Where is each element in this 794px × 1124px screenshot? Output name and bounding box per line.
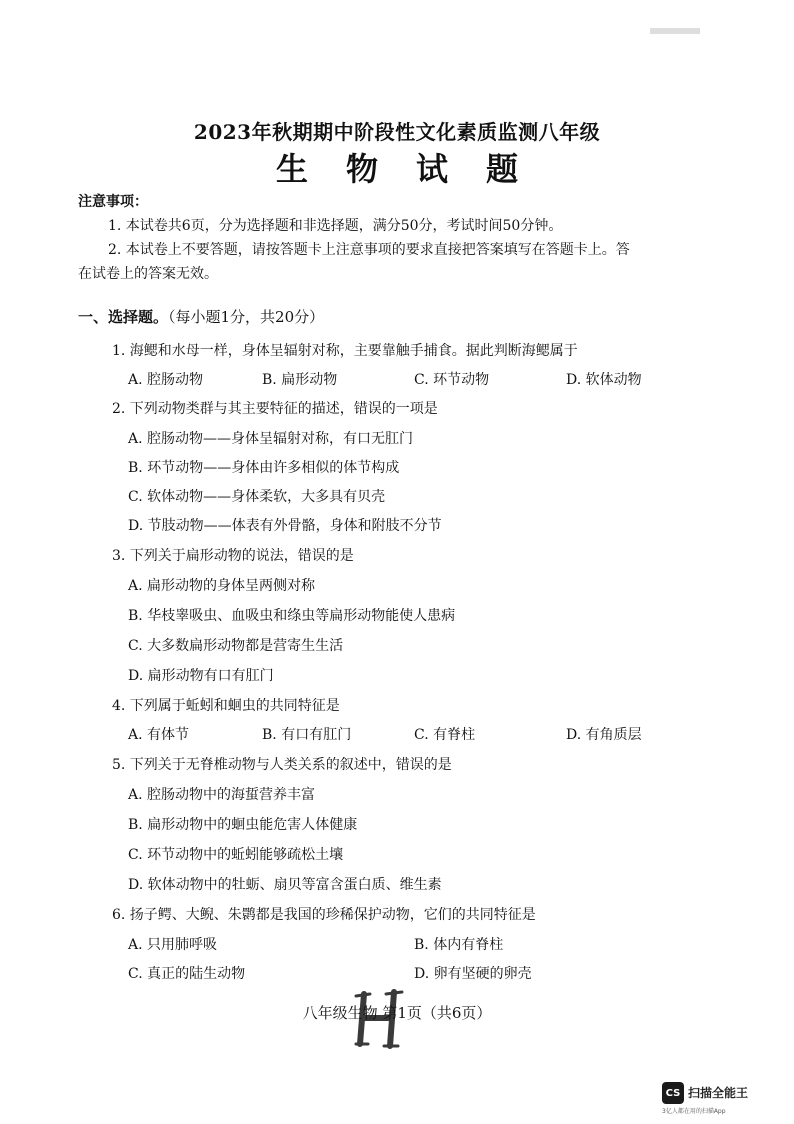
q1-option-d: D. 软体动物: [566, 372, 642, 388]
instruction-2: 2. 本试卷上不要答题，请按答题卡上注意事项的要求直接把答案填写在答题卡上。答: [108, 242, 630, 258]
q4-option-d: D. 有角质层: [566, 727, 642, 743]
section-heading: [78, 306, 324, 327]
question-5: 5. 下列关于无脊椎动物与人类关系的叙述中，错误的是: [112, 757, 452, 773]
watermark-tagline: 3亿人都在用的扫描App: [662, 1108, 726, 1115]
q6-option-c: C. 真正的陆生动物: [128, 966, 246, 982]
watermark-name: 扫描全能王: [688, 1086, 749, 1100]
question-3: 3. 下列关于扁形动物的说法，错误的是: [112, 548, 354, 564]
question-2: 2. 下列动物类群与其主要特征的描述，错误的一项是: [112, 401, 438, 417]
camscanner-logo-icon: CS: [662, 1082, 684, 1104]
q5-option-b: B. 扁形动物中的蛔虫能危害人体健康: [128, 817, 358, 833]
q5-option-c: C. 环节动物中的蚯蚓能够疏松土壤: [128, 847, 344, 863]
q5-option-d: D. 软体动物中的牡蛎、扇贝等富含蛋白质、维生素: [128, 877, 442, 893]
q3-option-d: D. 扁形动物有口有肛门: [128, 668, 274, 684]
scan-smudge: [650, 28, 700, 34]
q4-option-a: A. 有体节: [128, 727, 190, 743]
q4-option-b: B. 有口有肛门: [262, 727, 352, 743]
question-6: 6. 扬子鳄、大鲵、朱鹮都是我国的珍稀保护动物，它们的共同特征是: [112, 907, 536, 923]
instruction-2-cont: 在试卷上的答案无效。: [78, 266, 218, 282]
q3-option-c: C. 大多数扁形动物都是营寄生生活: [128, 638, 344, 654]
q2-option-a: A. 腔肠动物——身体呈辐射对称，有口无肛门: [128, 431, 414, 447]
q3-option-b: B. 华枝睾吸虫、血吸虫和绦虫等扁形动物能使人患病: [128, 608, 456, 624]
page-footer: 八年级生物 第1页（共6页）: [302, 1004, 492, 1022]
question-4: 4. 下列属于蚯蚓和蛔虫的共同特征是: [112, 698, 340, 714]
q6-option-b: B. 体内有脊柱: [414, 937, 504, 953]
exam-title: 2023年秋期期中阶段性文化素质监测八年级: [193, 120, 601, 144]
q4-option-c: C. 有脊柱: [414, 727, 476, 743]
instructions: [78, 190, 690, 286]
q6-option-d: D. 卵有坚硬的卵壳: [414, 966, 532, 982]
q1-option-c: C. 环节动物: [414, 372, 490, 388]
q3-option-a: A. 扁形动物的身体呈两侧对称: [128, 578, 316, 594]
section-title: 一、选择题。: [78, 308, 169, 326]
q2-option-b: B. 环节动物——身体由许多相似的体节构成: [128, 460, 400, 476]
instructions-heading: 注意事项：: [78, 194, 148, 210]
q1-option-b: B. 扁形动物: [262, 372, 338, 388]
q2-option-d: D. 节肢动物——体表有外骨骼，身体和附肢不分节: [128, 518, 442, 534]
q5-option-a: A. 腔肠动物中的海蜇营养丰富: [128, 787, 316, 803]
section-rule: （每小题1分，共20分）: [168, 308, 325, 326]
question-1: 1. 海鳃和水母一样，身体呈辐射对称，主要靠触手捕食。据此判断海鳃属于: [112, 343, 578, 359]
subject-title: 生物试题: [275, 150, 556, 188]
q2-option-c: C. 软体动物——身体柔软，大多具有贝壳: [128, 489, 386, 505]
q6-option-a: A. 只用肺呼吸: [128, 937, 218, 953]
q1-option-a: A. 腔肠动物: [128, 372, 204, 388]
scanner-watermark: [662, 1082, 780, 1115]
instruction-1: 1. 本试卷共6页，分为选择题和非选择题，满分50分，考试时间50分钟。: [108, 218, 563, 234]
